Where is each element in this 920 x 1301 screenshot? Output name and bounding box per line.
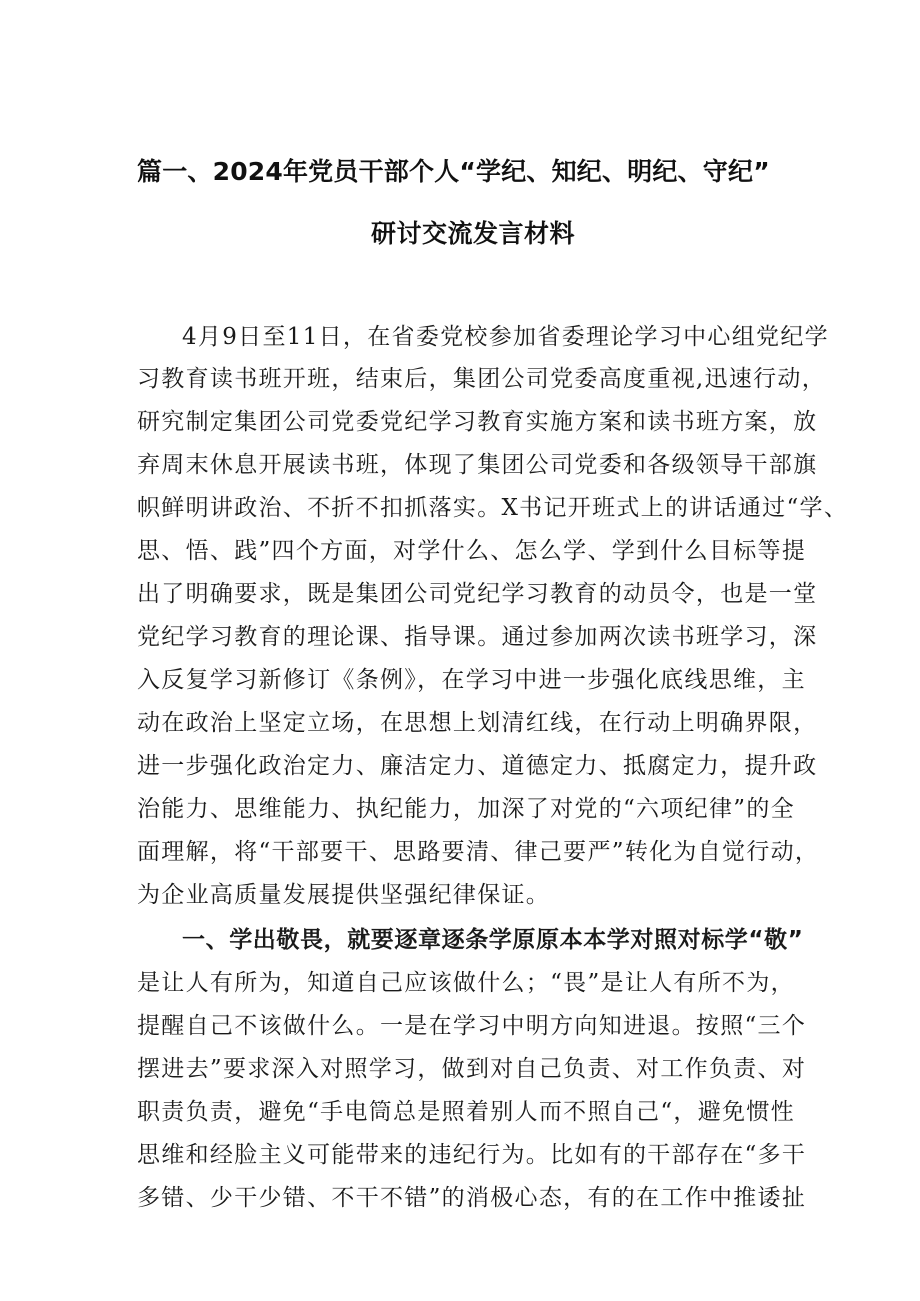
document-title-line-1: 篇一、2024年党员干部个人“学纪、知纪、明纪、守纪” [137, 157, 770, 186]
body-line-3: 研究制定集团公司党委党纪学习教育实施方案和读书班方案，放 [137, 409, 818, 435]
body-line-11: 进一步强化政治定力、廉洁定力、道德定力、抵腐定力，提升政 [137, 753, 818, 779]
body-line-7: 出了明确要求，既是集团公司党纪学习教育的动员令，也是一堂 [137, 581, 818, 607]
body-line-12: 治能力、思维能力、执纪能力，加深了对党的“六项纪律”的全 [137, 796, 795, 822]
body-line-4: 弃周末休息开展读书班，体现了集团公司党委和各级领导干部旗 [137, 452, 818, 478]
body-line-6: 思、悟、践”四个方面，对学什么、怎么学、学到什么目标等提 [137, 538, 807, 564]
section-1-line-1: 是让人有所为，知道自己应该做什么；“畏”是让人有所不为， [137, 970, 795, 996]
body-line-1: 4月9日至11日，在省委党校参加省委理论学习中心组党纪学 [182, 324, 829, 350]
document-title-line-2: 研讨交流发言材料 [371, 219, 576, 248]
section-1-line-2: 提醒自己不该做什么。一是在学习中明方向知进退。按照“三个 [137, 1013, 807, 1039]
body-line-14: 为企业高质量发展提供坚强纪律保证。 [137, 882, 551, 908]
section-1-line-4: 职责负责，避免“手电筒总是照着别人而不照自己“，避免惯性 [137, 1099, 795, 1125]
body-line-5: 帜鲜明讲政治、不折不扣抓落实。X书记开班式上的讲话通过“学、 [137, 495, 849, 521]
body-line-10: 动在政治上坚定立场，在思想上划清红线，在行动上明确界限， [137, 710, 818, 736]
section-1-line-6: 多错、少干少错、不干不错”的消极心态，有的在工作中推诿扯 [137, 1185, 807, 1211]
body-line-13: 面理解，将“干部要干、思路要清、律己要严”转化为自觉行动， [137, 839, 820, 865]
section-1-line-3: 摆进去”要求深入对照学习，做到对自己负责、对工作负责、对 [137, 1056, 807, 1082]
body-line-9: 入反复学习新修订《条例》，在学习中进一步强化底线思维，主 [137, 667, 806, 693]
section-1-heading: 一、学出敬畏，就要逐章逐条学原原本本学对照对标学“敬” [182, 927, 804, 953]
body-line-8: 党纪学习教育的理论课、指导课。通过参加两次读书班学习，深 [137, 624, 818, 650]
section-1-line-5: 思维和经脸主义可能带来的违纪行为。比如有的干部存在“多干 [137, 1142, 807, 1168]
body-line-2: 习教育读书班开班，结束后，集团公司党委高度重视,迅速行动， [137, 366, 827, 392]
